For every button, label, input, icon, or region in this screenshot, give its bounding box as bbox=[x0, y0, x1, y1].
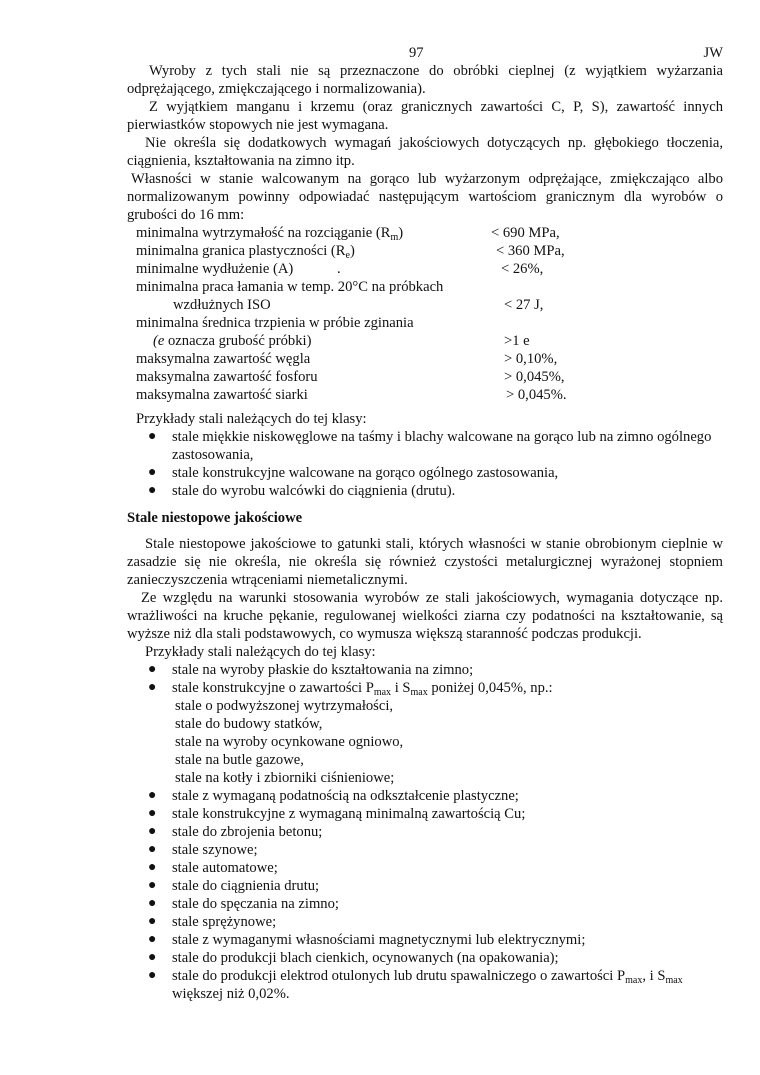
property-row bbox=[136, 260, 723, 278]
property-label-continued: oznacza grubość próbki) bbox=[164, 333, 312, 349]
property-value: > 0,045%, bbox=[504, 369, 565, 385]
property-subscript: m bbox=[390, 232, 399, 243]
property-row: minimalna wytrzymałość na rozciąganie $(R_m)$ < 690 MPa, bbox=[136, 225, 560, 243]
property-row bbox=[136, 278, 723, 296]
bullet-icon: ● bbox=[148, 483, 157, 498]
examples-list-2-continued bbox=[127, 787, 723, 1003]
intro-paragraph-4: Własności w stanie walcowanym na gorąco lub wyżarzonym odprężające, zmiękczająco albo normalizowanym powinny odpowiadać następującym wartościom granicznym dla wyrobów o grubości do 16 mm: bbox=[127, 171, 723, 223]
bullet-icon: ● bbox=[148, 896, 157, 911]
property-label: minimalna praca łamania w temp. 20°C na próbkach bbox=[136, 279, 444, 295]
author-initials: JW bbox=[703, 45, 723, 61]
property-row bbox=[136, 368, 723, 386]
property-label: minimalna średnica trzpienia w próbie zginania bbox=[136, 315, 414, 331]
property-row bbox=[136, 332, 723, 350]
sub-list bbox=[127, 697, 723, 787]
property-row: minimalna granica plastyczności $(R_e)$ < 360 MPa, bbox=[136, 243, 565, 261]
property-subscript: e bbox=[345, 250, 350, 261]
list-item: ● stale do produkcji blach cienkich, ocynowanych (na opakowania); bbox=[148, 950, 559, 966]
property-row bbox=[136, 350, 723, 368]
list-item: ● stale z wymaganymi własnościami magnetycznymi lub elektrycznymi; bbox=[148, 932, 586, 948]
property-label: maksymalna zawartość fosforu bbox=[136, 369, 318, 385]
examples-list-2 bbox=[127, 661, 723, 697]
list-item: ● stale szynowe; bbox=[148, 842, 258, 858]
property-label-continued: wzdłużnych ISO bbox=[173, 297, 271, 313]
bullet-icon: ● bbox=[148, 950, 157, 965]
bullet-icon: ● bbox=[148, 842, 157, 857]
sub-list-item: stale do budowy statków, bbox=[175, 716, 323, 732]
document-page bbox=[127, 44, 723, 1003]
list-item: ● stale do spęczania na zimno; bbox=[148, 896, 339, 912]
sub-list-item: stale na kotły i zbiorniki ciśnieniowe; bbox=[175, 770, 395, 786]
sub-list-item: stale o podwyższonej wytrzymałości, bbox=[175, 698, 394, 714]
bullet-icon: ● bbox=[148, 465, 157, 480]
sub-list-item: stale na butle gazowe, bbox=[175, 752, 304, 768]
bullet-icon: ● bbox=[148, 968, 157, 983]
property-label: minimalne wydłużenie (A) bbox=[136, 261, 294, 277]
property-label: maksymalna zawartość węgla bbox=[136, 351, 311, 367]
intro-paragraph-1: Wyroby z tych stali nie są przeznaczone do obróbki cieplnej (z wyjątkiem wyżarzania odprężającego, zmiękczającego i normalizowania). bbox=[127, 63, 723, 97]
examples-intro-1: Przykłady stali należących do tej klasy: bbox=[136, 411, 367, 427]
list-item: ● stale do produkcji elektrod otulonych lub drutu spawalniczego o zawartości $P_{max}$, i $S_{max}$ większej niż 0,02%. bbox=[148, 968, 683, 1002]
section-heading: Stale niestopowe jakościowe bbox=[127, 510, 303, 526]
list-item: ● stale miękkie niskowęglowe na taśmy i blachy walcowane na gorąco lub na zimno ogólnego zastosowania, bbox=[148, 429, 712, 463]
property-row bbox=[136, 386, 723, 404]
examples-list-1 bbox=[127, 428, 723, 500]
list-item: ● stale do ciągnienia drutu; bbox=[148, 878, 320, 894]
bullet-icon: ● bbox=[148, 662, 157, 677]
bullet-icon: ● bbox=[148, 788, 157, 803]
list-item: ● stale z wymaganą podatnością na odkształcenie plastyczne; bbox=[148, 788, 519, 804]
intro-paragraph-3: Nie określa się dodatkowych wymagań jakościowych dotyczących np. głębokiego tłoczenia, ciągnienia, kształtowania na zimno itp. bbox=[127, 135, 723, 169]
property-value: >1 e bbox=[504, 333, 530, 349]
sub-list-item: stale na wyroby ocynkowane ogniowo, bbox=[175, 734, 404, 750]
bullet-icon: ● bbox=[148, 429, 157, 444]
bullet-icon: ● bbox=[148, 680, 157, 695]
property-row bbox=[136, 296, 723, 314]
intro-paragraph-2: Z wyjątkiem manganu i krzemu (oraz granicznych zawartości C, P, S), zawartość innych pierwiastków stopowych nie jest wymagana. bbox=[127, 99, 723, 133]
page-number: 97 bbox=[409, 45, 424, 61]
page-header bbox=[127, 44, 723, 62]
section-paragraph-1: Stale niestopowe jakościowe to gatunki stali, których własności w stanie obrobionym cieplnie w zasadzie się nie określa, nie określa się również czystości metalurgicznej wyrażonej stopniem zanieczyszczenia wtrąceniami niemetalicznymi. bbox=[127, 536, 723, 588]
list-item: ● stale automatowe; bbox=[148, 860, 278, 876]
property-value: > 0,10%, bbox=[504, 351, 558, 367]
property-value: < 26%, bbox=[501, 261, 544, 277]
bullet-icon: ● bbox=[148, 824, 157, 839]
bullet-icon: ● bbox=[148, 932, 157, 947]
list-item: ● stale do zbrojenia betonu; bbox=[148, 824, 323, 840]
property-value: > 0,045%. bbox=[506, 387, 567, 403]
property-label: minimalna wytrzymałość na rozciąganie (R bbox=[136, 225, 391, 241]
property-label: maksymalna zawartość siarki bbox=[136, 387, 308, 403]
property-list bbox=[136, 224, 723, 404]
property-value: < 690 MPa, bbox=[491, 225, 560, 241]
list-item: ● stale konstrukcyjne walcowane na gorąco ogólnego zastosowania, bbox=[148, 465, 559, 481]
bullet-icon: ● bbox=[148, 806, 157, 821]
list-item: ● stale na wyroby płaskie do kształtowania na zimno; bbox=[148, 662, 474, 678]
bullet-icon: ● bbox=[148, 878, 157, 893]
bullet-icon: ● bbox=[148, 860, 157, 875]
bullet-icon: ● bbox=[148, 914, 157, 929]
thickness-symbol: (e bbox=[153, 333, 165, 349]
examples-intro-2: Przykłady stali należących do tej klasy: bbox=[145, 644, 376, 660]
property-value: < 27 J, bbox=[504, 297, 544, 313]
list-item: ● stale do wyrobu walcówki do ciągnienia (drutu). bbox=[148, 483, 456, 499]
property-label: minimalna granica plastyczności (R bbox=[136, 243, 346, 259]
property-value: < 360 MPa, bbox=[496, 243, 565, 259]
list-item: ● stale konstrukcyjne o zawartości $P_{max}$ i $S_{max}$ poniżej 0,045%, np.: bbox=[148, 680, 553, 698]
list-item: ● stale sprężynowe; bbox=[148, 914, 277, 930]
stray-dot: . bbox=[337, 261, 341, 277]
section-paragraph-2: Ze względu na warunki stosowania wyrobów ze stali jakościowych, wymagania dotyczące np. wrażliwości na kruche pękanie, regulowanej wielkości ziarna czy podatności na kształtowanie, są wyższe niż dla stali podstawowych, co wymusza większą staranność podczas produkcji. bbox=[127, 590, 723, 642]
property-row bbox=[136, 314, 723, 332]
list-item: ● stale konstrukcyjne z wymaganą minimalną zawartością Cu; bbox=[148, 806, 526, 822]
